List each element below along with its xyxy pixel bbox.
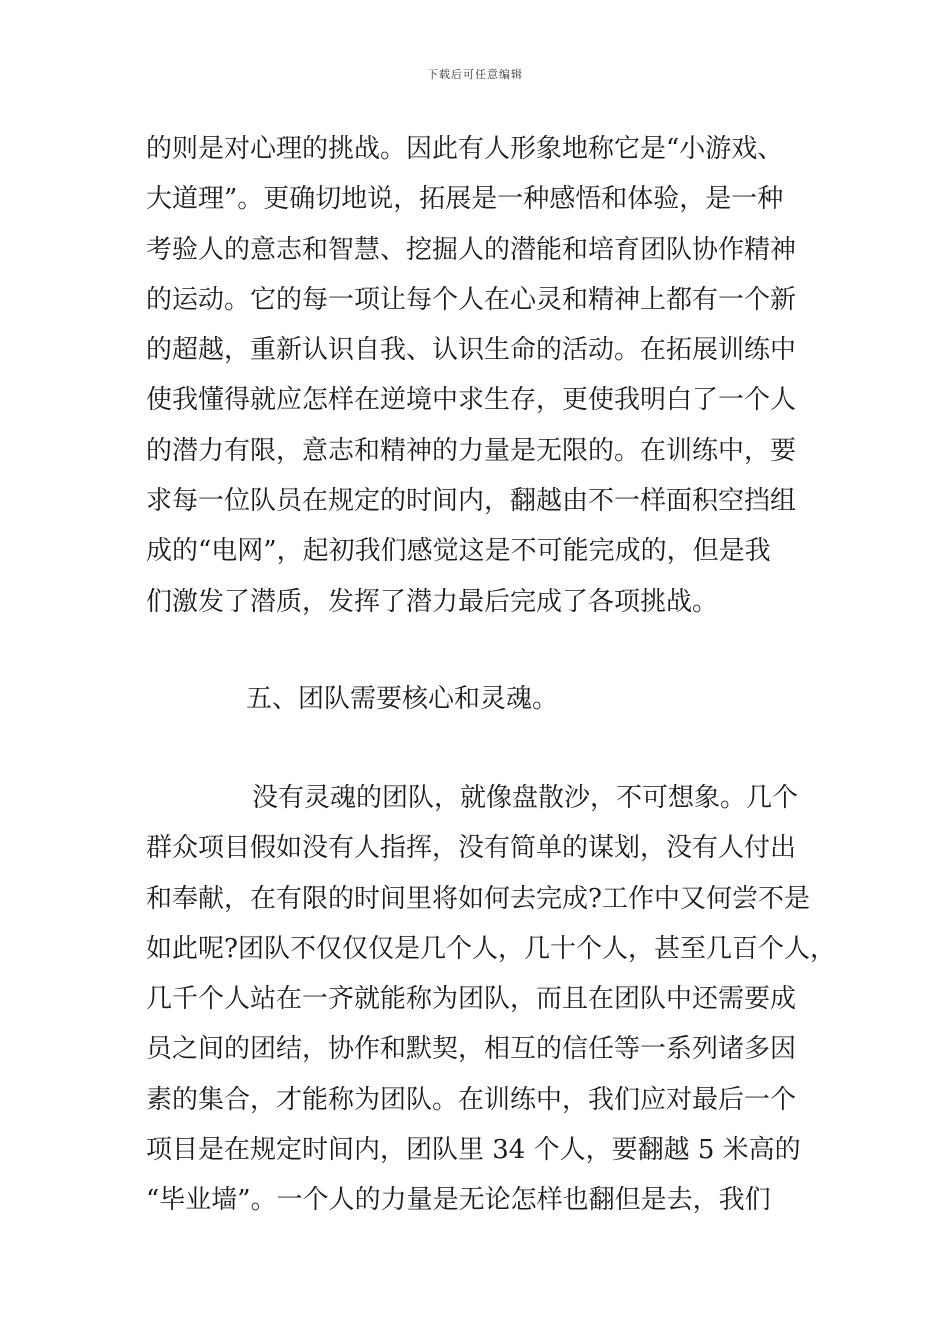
paragraph-2 [146,773,836,1226]
paragraph-line: 群众项目假如没有人指挥，没有简单的谋划，没有人付出 [146,833,797,864]
paragraph-line: 几千个人站在一齐就能称为团队，而且在团队中还需要成 [146,984,797,1015]
paragraph-line: 的超越，重新认识自我、认识生命的活动。在拓展训练中 [146,335,797,366]
paragraph-line: 求每一位队员在规定的时间内，翻越由不一样面积空挡组 [146,486,797,517]
paragraph-line: 的潜力有限，意志和精神的力量是无限的。在训练中，要 [146,435,797,466]
paragraph-line: 项目是在规定时间内，团队里 34 个人，要翻越 5 米高的 [146,1135,801,1166]
paragraph-1 [146,124,826,627]
paragraph-line: 的运动。它的每一项让每个人在心灵和精神上都有一个新 [146,284,797,315]
paragraph-line: 素的集合，才能称为团队。在训练中，我们应对最后一个 [146,1084,797,1115]
paragraph-line: “毕业墙”。一个人的力量是无论怎样也翻但是去，我们 [146,1185,771,1216]
paragraph-line: 员之间的团结，协作和默契，相互的信任等一系列诸多因 [146,1034,797,1065]
paragraph-line: 大道理”。更确切地说，拓展是一种感悟和体验，是一种 [146,184,784,215]
paragraph-line: 们激发了潜质，发挥了潜力最后完成了各项挑战。 [146,586,719,617]
paragraph-line: 如此呢?团队不仅仅仅是几个人，几十个人，甚至几百个人， [146,933,836,964]
page-header-note: 下载后可任意编辑 [427,68,523,81]
paragraph-line: 成的“电网”，起初我们感觉这是不可能完成的，但是我 [146,536,771,567]
paragraph-line: 使我懂得就应怎样在逆境中求生存，更使我明白了一个人 [146,385,797,416]
paragraph-line: 没有灵魂的团队，就像盘散沙，不可想象。几个 [252,783,799,813]
paragraph-line: 和奉献，在有限的时间里将如何去完成?工作中又何尝不是 [146,883,810,914]
paragraph-line: 的则是对心理的挑战。因此有人形象地称它是“小游戏、 [146,134,784,164]
paragraph-line: 考验人的意志和智慧、挖掘人的潜能和培育团队协作精神 [146,234,797,265]
section-heading: 五、团队需要核心和灵魂。 [246,684,559,714]
